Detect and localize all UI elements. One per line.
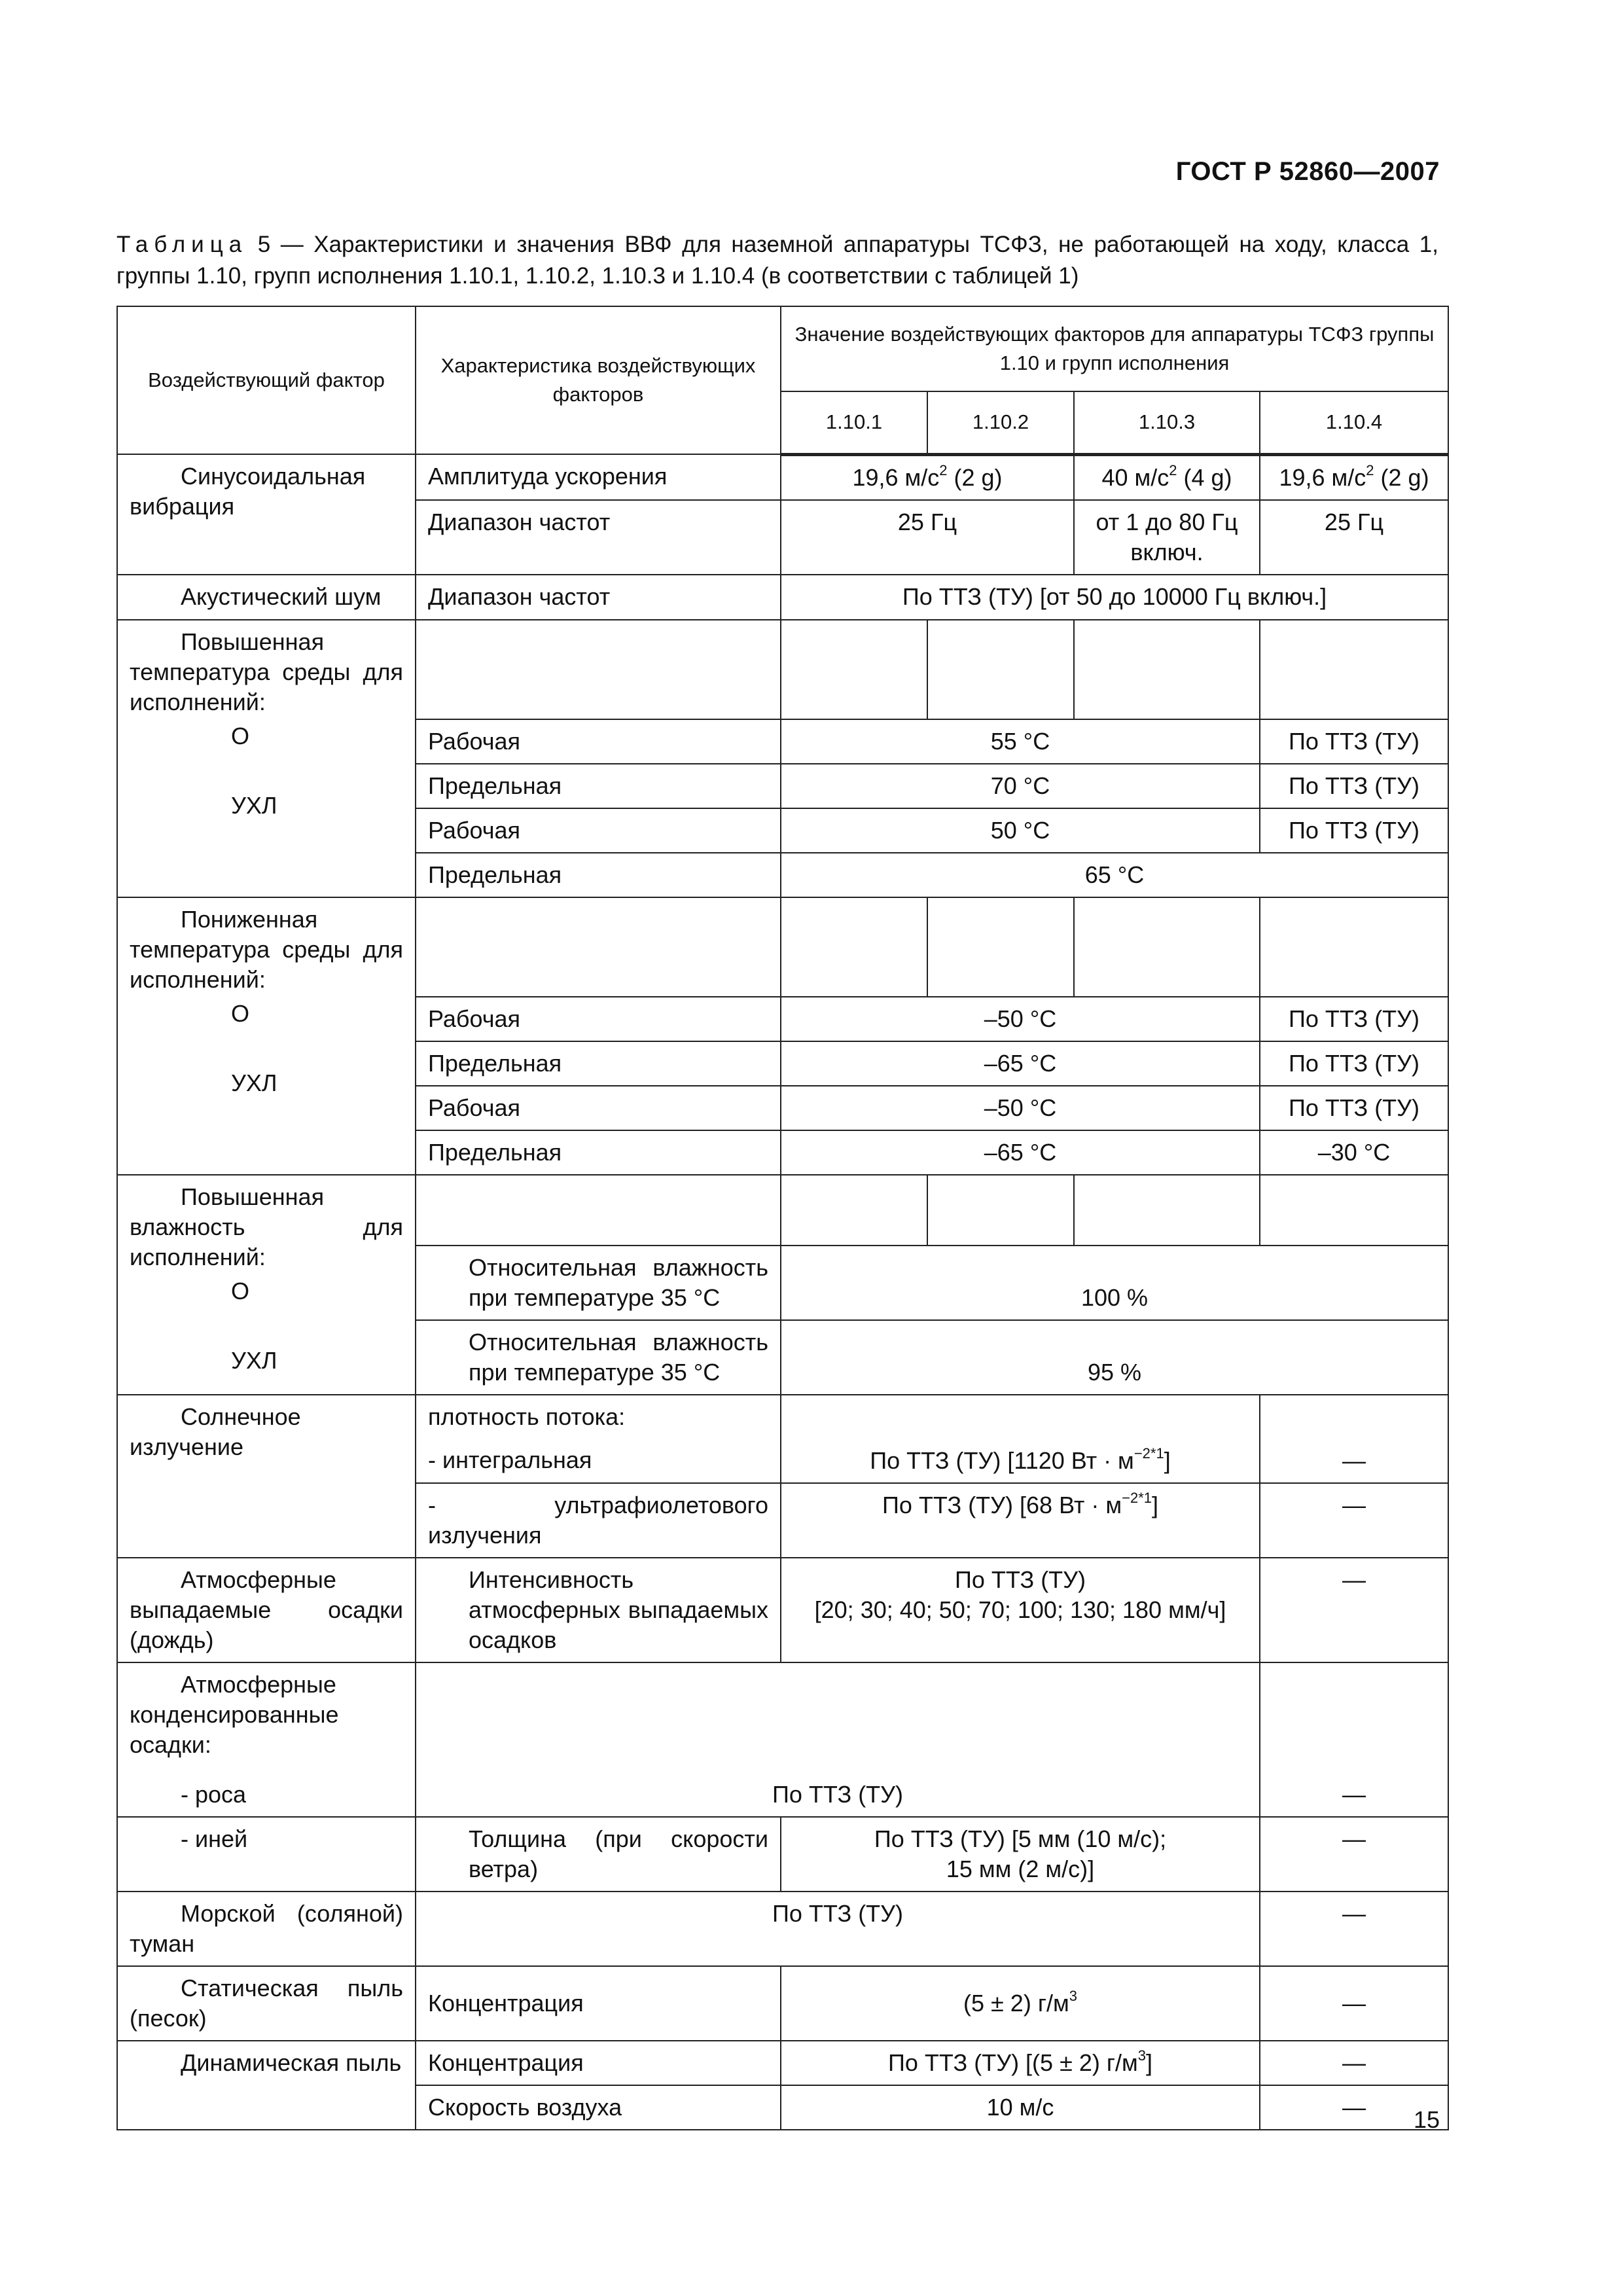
solar-integral-v4: — — [1260, 1395, 1448, 1483]
static-dust-value: (5 ± 2) $г/м^3$ — [781, 1966, 1260, 2041]
low-temp-o-work: Рабочая — [416, 997, 781, 1041]
high-temp-o-work: Рабочая — [416, 719, 781, 764]
frost-label: Толщина (при скорости ветра) — [416, 1817, 781, 1892]
solar-integral-v: По ТТЗ (ТУ) [1120 Вт · $м^{-2*1}$] — [781, 1395, 1260, 1483]
rain-label: Интенсивность атмосферных выпадаемых осадков — [416, 1558, 781, 1662]
caption-number: 5 — [257, 232, 271, 257]
humidity-o: О — [231, 1277, 250, 1304]
rain-v: По ТТЗ (ТУ) [20; 30; 40; 50; 70; 100; 130; 180 мм/ч] — [781, 1558, 1260, 1662]
dynamic-dust-conc-label: Концентрация — [416, 2041, 781, 2085]
table-caption — [116, 229, 1438, 292]
static-dust-label: Концентрация — [416, 1966, 781, 2041]
low-temp-o-lim-v4: По ТТЗ (ТУ) — [1260, 1041, 1448, 1086]
high-temp-o-lim: Предельная — [416, 764, 781, 808]
high-temp-o-work-v4: По ТТЗ (ТУ) — [1260, 719, 1448, 764]
factor-high-temp: Повышенная температура среды для исполнений: О УХЛ — [117, 620, 416, 897]
low-temp-u-work: Рабочая — [416, 1086, 781, 1130]
humidity-o-label: Относительная влажность при температуре 35 °С — [416, 1246, 781, 1320]
condensed-dew: - роса — [181, 1780, 247, 1808]
solar-uv: - ультрафиолетового излучения — [416, 1483, 781, 1558]
caption-text: — Характеристики и значения ВВФ для наземной аппаратуры ТСФЗ, не работающей на ходу, класса 1, группы 1.10, групп исполнения 1.10.1, 1.10.2, 1.10.3 и 1.10.4 (в соответствии с таблицей 1) — [116, 232, 1438, 289]
header-sub-3: 1.10.3 — [1074, 391, 1260, 454]
low-temp-o: О — [231, 999, 250, 1027]
document-standard-number: ГОСТ Р 52860—2007 — [1175, 157, 1440, 186]
sine-amp-v4: 19,6 $м/с^2$ (2 g) — [1260, 454, 1448, 500]
static-dust-v4: — — [1260, 1966, 1448, 2041]
solar-integral-cell — [416, 1395, 781, 1483]
low-temp-u-work-v4: По ТТЗ (ТУ) — [1260, 1086, 1448, 1130]
dynamic-dust-speed-v: 10 м/с — [781, 2085, 1260, 2130]
header-sub-4: 1.10.4 — [1260, 391, 1448, 454]
sine-amp-v1: 19,6 $м/с^2$ (2 g) — [781, 454, 1074, 500]
low-temp-o-work-v: –50 °С — [781, 997, 1260, 1041]
header-sub-1: 1.10.1 — [781, 391, 927, 454]
page-number: 15 — [1413, 2106, 1440, 2133]
acoustic-label: Диапазон частот — [416, 575, 781, 620]
condensed-frost: - иней — [117, 1817, 416, 1892]
sine-freq-label: Диапазон частот — [416, 500, 781, 575]
condensed-dew-v4: — — [1260, 1662, 1448, 1817]
high-temp-o: О — [231, 722, 250, 749]
humidity-o-v: 100 % — [781, 1246, 1448, 1320]
high-temp-u-lim-v: 65 °С — [781, 853, 1448, 897]
low-temp-o-lim: Предельная — [416, 1041, 781, 1086]
factor-acoustic: Акустический шум — [117, 575, 416, 620]
frost-v4: — — [1260, 1817, 1448, 1892]
rain-v4: — — [1260, 1558, 1448, 1662]
fog-value: По ТТЗ (ТУ) — [416, 1892, 1260, 1966]
sine-freq-v4: 25 Гц — [1260, 500, 1448, 575]
dynamic-dust-speed-v4: — — [1260, 2085, 1448, 2130]
humidity-u-v: 95 % — [781, 1320, 1448, 1395]
solar-density: плотность потока: — [428, 1403, 626, 1430]
sine-freq-v3: от 1 до 80 Гц включ. — [1074, 500, 1260, 575]
factor-sine: Синусоидальная вибрация — [117, 454, 416, 575]
low-temp-u-work-v: –50 °С — [781, 1086, 1260, 1130]
frost-v: По ТТЗ (ТУ) [5 мм (10 м/с); 15 мм (2 м/с)] — [781, 1817, 1260, 1892]
solar-uv-v: По ТТЗ (ТУ) [68 Вт · $м^{-2*1}$] — [781, 1483, 1260, 1558]
low-temp-o-work-v4: По ТТЗ (ТУ) — [1260, 997, 1448, 1041]
solar-uv-v4: — — [1260, 1483, 1448, 1558]
factor-rain: Атмосферные выпадаемые осадки (дождь) — [117, 1558, 416, 1662]
sine-amp-label: Амплитуда ускорения — [416, 454, 781, 500]
high-temp-o-lim-v4: По ТТЗ (ТУ) — [1260, 764, 1448, 808]
header-values: Значение воздействующих факторов для аппаратуры ТСФЗ группы 1.10 и групп исполнения — [781, 306, 1448, 391]
high-temp-uhl: УХЛ — [231, 791, 277, 819]
caption-label: Таблица — [116, 232, 248, 257]
high-temp-u-lim: Предельная — [416, 853, 781, 897]
factor-dynamic-dust: Динамическая пыль — [117, 2041, 416, 2130]
factor-fog: Морской (соляной) туман — [117, 1892, 416, 1966]
factor-solar: Солнечное излучение — [117, 1395, 416, 1558]
low-temp-u-lim: Предельная — [416, 1130, 781, 1175]
dynamic-dust-speed-label: Скорость воздуха — [416, 2085, 781, 2130]
humidity-uhl: УХЛ — [231, 1346, 277, 1374]
humidity-u-label: Относительная влажность при температуре 35 °С — [416, 1320, 781, 1395]
characteristics-table — [116, 306, 1449, 2130]
factor-low-temp: Пониженная температура среды для исполнений: О УХЛ — [117, 897, 416, 1175]
solar-integral: - интегральная — [428, 1446, 592, 1473]
dynamic-dust-conc-v4: — — [1260, 2041, 1448, 2085]
high-temp-o-lim-v: 70 °С — [781, 764, 1260, 808]
high-temp-o-work-v: 55 °С — [781, 719, 1260, 764]
fog-v4: — — [1260, 1892, 1448, 1966]
low-temp-uhl: УХЛ — [231, 1069, 277, 1096]
low-temp-o-lim-v: –65 °С — [781, 1041, 1260, 1086]
acoustic-value: По ТТЗ (ТУ) [от 50 до 10000 Гц включ.] — [781, 575, 1448, 620]
header-factor: Воздействующий фактор — [117, 306, 416, 454]
high-temp-u-work-v4: По ТТЗ (ТУ) — [1260, 808, 1448, 853]
low-temp-u-lim-v: –65 °С — [781, 1130, 1260, 1175]
sine-amp-v3: 40 $м/с^2$ (4 g) — [1074, 454, 1260, 500]
header-sub-2: 1.10.2 — [927, 391, 1074, 454]
dynamic-dust-conc-v: По ТТЗ (ТУ) [(5 ± 2) $г/м^3$] — [781, 2041, 1260, 2085]
high-temp-u-work-v: 50 °С — [781, 808, 1260, 853]
low-temp-u-lim-v4: –30 °С — [1260, 1130, 1448, 1175]
factor-humidity: Повышенная влажность для исполнений: О УХЛ — [117, 1175, 416, 1395]
header-characteristic: Характеристика воздействующих факторов — [416, 306, 781, 454]
sine-freq-v12: 25 Гц — [781, 500, 1074, 575]
factor-static-dust: Статическая пыль (песок) — [117, 1966, 416, 2041]
high-temp-u-work: Рабочая — [416, 808, 781, 853]
factor-condensed: Атмосферные конденсированные осадки: - роса — [117, 1662, 416, 1817]
condensed-dew-v: По ТТЗ (ТУ) — [416, 1662, 1260, 1817]
